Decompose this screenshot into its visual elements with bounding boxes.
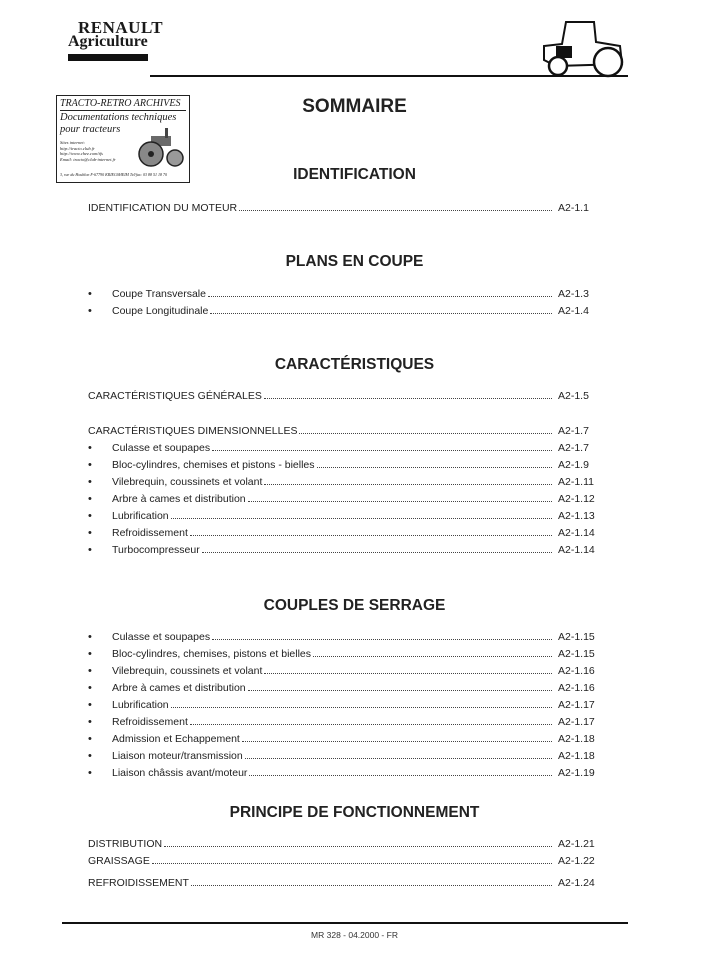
section-title-plans: PLANS EN COUPE (285, 253, 424, 270)
bullet: • (88, 767, 92, 779)
toc-row-label: Lubrification (112, 510, 169, 522)
toc-row-label: Lubrification (112, 699, 169, 711)
toc-row-page: A2-1.16 (558, 682, 595, 694)
dot-leader (171, 518, 552, 519)
dot-leader (212, 639, 552, 640)
dot-leader (208, 296, 552, 297)
dot-leader (239, 210, 552, 211)
toc-row-label: Liaison châssis avant/moteur (112, 767, 248, 779)
toc-row[interactable] (88, 472, 598, 488)
toc-row-page: A2-1.22 (558, 855, 595, 867)
toc-row[interactable] (88, 421, 598, 437)
toc-row[interactable] (88, 301, 598, 317)
bullet: • (88, 527, 92, 539)
toc-row-label: CARACTÉRISTIQUES GÉNÉRALES (88, 390, 262, 402)
toc-row-page: A2-1.7 (558, 442, 589, 454)
toc-row-page: A2-1.17 (558, 699, 595, 711)
bullet: • (88, 716, 92, 728)
toc-row-label: Coupe Longitudinale (112, 305, 209, 317)
brand-subtitle: Agriculture (68, 33, 148, 50)
stamp-subtitle-line2: pour tracteurs (60, 124, 121, 135)
section-title-couples: COUPLES DE SERRAGE (263, 597, 446, 614)
toc-row-page: A2-1.12 (558, 493, 595, 505)
bullet: • (88, 750, 92, 762)
toc-row-page: A2-1.24 (558, 877, 595, 889)
toc-row[interactable] (88, 284, 598, 300)
toc-row[interactable] (88, 834, 598, 850)
toc-row[interactable] (88, 627, 598, 643)
toc-row-page: A2-1.5 (558, 390, 589, 402)
footer-reference: MR 328 - 04.2000 - FR (311, 930, 398, 940)
toc-row-page: A2-1.17 (558, 716, 595, 728)
toc-row[interactable] (88, 438, 598, 454)
toc-row-page: A2-1.19 (558, 767, 595, 779)
toc-row-page: A2-1.9 (558, 459, 589, 471)
toc-row-label: Liaison moteur/transmission (112, 750, 243, 762)
toc-row-label: Arbre à cames et distribution (112, 682, 246, 694)
section-title-caracteristiques: CARACTÉRISTIQUES (274, 356, 435, 373)
toc-row[interactable] (88, 540, 598, 556)
dot-leader (249, 775, 552, 776)
dot-leader (317, 467, 553, 468)
toc-row-label: Refroidissement (112, 527, 188, 539)
bullet: • (88, 733, 92, 745)
toc-row[interactable] (88, 455, 598, 471)
toc-row[interactable] (88, 506, 598, 522)
stamp-site1: http://tracto.club.fr (60, 145, 95, 151)
section-title-identification: IDENTIFICATION (293, 166, 416, 183)
toc-row-page: A2-1.18 (558, 750, 595, 762)
toc-row-label: Arbre à cames et distribution (112, 493, 246, 505)
toc-row-label: IDENTIFICATION DU MOTEUR (88, 202, 238, 214)
toc-row-page: A2-1.14 (558, 544, 595, 556)
dot-leader (171, 707, 552, 708)
page-title: SOMMAIRE (302, 96, 407, 117)
toc-row[interactable] (88, 644, 598, 660)
bullet: • (88, 476, 92, 488)
dot-leader (164, 846, 552, 847)
bullet: • (88, 631, 92, 643)
bullet: • (88, 493, 92, 505)
footer-rule (62, 922, 628, 924)
toc-row[interactable] (88, 695, 598, 711)
bullet: • (88, 682, 92, 694)
stamp-subtitle-line1: Documentations techniques (60, 112, 177, 123)
toc-row-page: A2-1.13 (558, 510, 595, 522)
toc-row[interactable] (88, 873, 598, 889)
stamp-contacts (60, 140, 116, 162)
toc-row[interactable] (88, 851, 598, 867)
bullet: • (88, 305, 92, 317)
bullet: • (88, 544, 92, 556)
toc-row-label: Bloc-cylindres, chemises et pistons - bielles (112, 459, 315, 471)
toc-row-label: Turbocompresseur (112, 544, 200, 556)
toc-row-label: Vilebrequin, coussinets et volant (112, 665, 263, 677)
toc-row[interactable] (88, 763, 598, 779)
dot-leader (299, 433, 552, 434)
toc-row-label: DISTRIBUTION (88, 838, 163, 850)
toc-row-label: Culasse et soupapes (112, 631, 211, 643)
toc-row[interactable] (88, 386, 598, 402)
dot-leader (264, 398, 552, 399)
dot-leader (264, 484, 552, 485)
dot-leader (248, 690, 552, 691)
section-title-principe: PRINCIPE DE FONCTIONNEMENT (229, 804, 480, 821)
bullet: • (88, 665, 92, 677)
dot-leader (190, 724, 552, 725)
toc-row-page: A2-1.16 (558, 665, 595, 677)
stamp-address: 3, rue du Houblon F-67790 KRIEGSHEIM Tel/fax: 03 88 51 18 70 (60, 172, 167, 177)
toc-row-label: Bloc-cylindres, chemises, pistons et bielles (112, 648, 311, 660)
bullet: • (88, 699, 92, 711)
toc-row[interactable] (88, 712, 598, 728)
bullet: • (88, 442, 92, 454)
toc-row-label: Vilebrequin, coussinets et volant (112, 476, 263, 488)
toc-row-page: A2-1.15 (558, 648, 595, 660)
toc-row-label: Refroidissement (112, 716, 188, 728)
toc-row[interactable] (88, 678, 598, 694)
bullet: • (88, 648, 92, 660)
toc-row-label: REFROIDISSEMENT (88, 877, 189, 889)
dot-leader (191, 885, 552, 886)
vintage-tractor-icon (137, 126, 187, 170)
bullet: • (88, 510, 92, 522)
toc-row-page: A2-1.3 (558, 288, 589, 300)
stamp-site2: http://www.chez.com/tfs (60, 151, 103, 156)
dot-leader (313, 656, 552, 657)
toc-row[interactable] (88, 746, 598, 762)
brand-name: RENAULT (78, 18, 164, 37)
toc-row-label: Admission et Echappement (112, 733, 240, 745)
dot-leader (248, 501, 552, 502)
tractor-icon (536, 16, 628, 78)
toc-row-page: A2-1.15 (558, 631, 595, 643)
toc-row[interactable] (88, 489, 598, 505)
toc-row-page: A2-1.21 (558, 838, 595, 850)
brand-bar (68, 54, 148, 61)
stamp-sites-label: Sites internet: (60, 140, 86, 145)
toc-row-label: CARACTÉRISTIQUES DIMENSIONNELLES (88, 425, 298, 437)
dot-leader (212, 450, 552, 451)
dot-leader (152, 863, 552, 864)
bullet: • (88, 288, 92, 300)
toc-row-page: A2-1.4 (558, 305, 589, 317)
dot-leader (245, 758, 552, 759)
dot-leader (210, 313, 552, 314)
toc-row-label: GRAISSAGE (88, 855, 150, 867)
toc-row-label: Culasse et soupapes (112, 442, 211, 454)
stamp-title: TRACTO-RETRO ARCHIVES (60, 98, 181, 109)
dot-leader (202, 552, 552, 553)
toc-row-page: A2-1.18 (558, 733, 595, 745)
toc-row-label: Coupe Transversale (112, 288, 206, 300)
toc-row[interactable] (88, 661, 598, 677)
toc-row-page: A2-1.14 (558, 527, 595, 539)
dot-leader (264, 673, 552, 674)
toc-row[interactable] (88, 729, 598, 745)
stamp-email: Email: tracto@club-internet.fr (60, 156, 116, 162)
toc-row-page: A2-1.7 (558, 425, 589, 437)
toc-row-page: A2-1.11 (558, 476, 594, 488)
bullet: • (88, 459, 92, 471)
dot-leader (242, 741, 552, 742)
toc-row[interactable] (88, 198, 598, 214)
toc-row-page: A2-1.1 (558, 202, 589, 214)
dot-leader (190, 535, 552, 536)
toc-row[interactable] (88, 523, 598, 539)
